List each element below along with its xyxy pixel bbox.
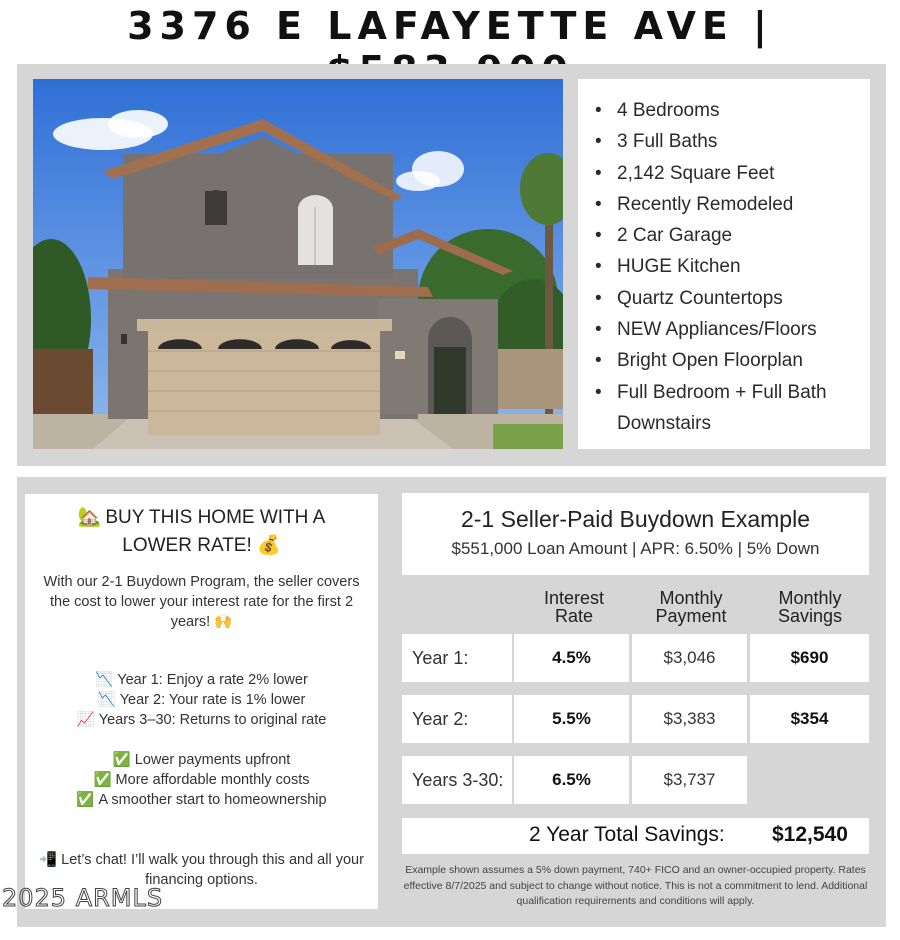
house-illustration <box>33 79 563 449</box>
promo-heading: 🏡 BUY THIS HOME WITH A LOWER RATE! 💰 <box>33 504 370 560</box>
buydown-subtitle: $551,000 Loan Amount | APR: 6.50% | 5% Down <box>451 539 820 558</box>
rate-point-icon: 📈 <box>76 712 95 728</box>
rate-point-icon: 📉 <box>95 672 114 688</box>
payment-year-2: $3,383 <box>632 695 747 743</box>
rate-point: 📉 Year 1: Enjoy a rate 2% lower <box>95 672 308 688</box>
listing-summary-panel <box>17 64 886 466</box>
feature-item: • Recently Remodeled <box>578 189 860 220</box>
promo-intro: With our 2-1 Buydown Program, the seller covers the cost to lower your interest rate for the first 2 years! 🙌 <box>43 574 360 630</box>
promo-cta: 📲 Let’s chat! I’ll walk you through this and all your financing options. <box>39 852 364 888</box>
benefit-item: ✅ Lower payments upfront <box>112 752 291 768</box>
buydown-title: 2-1 Seller-Paid Buydown Example <box>460 506 810 532</box>
rate-point: 📈 Years 3–30: Returns to original rate <box>76 712 327 728</box>
feature-item: • 4 Bedrooms <box>578 95 860 126</box>
phone-icon: 📲 <box>39 852 58 868</box>
column-header-monthly-payment: Monthly Payment <box>655 588 727 626</box>
column-header-monthly-savings: Monthly Savings <box>777 588 843 626</box>
rate-points-list <box>33 670 370 730</box>
mls-watermark: 2025 ARMLS <box>2 884 164 912</box>
savings-year-2: $354 <box>750 695 869 743</box>
rate-point-icon: 📉 <box>97 692 116 708</box>
feature-item: • NEW Appliances/Floors <box>578 314 860 345</box>
rate-point: 📉 Year 2: Your rate is 1% lower <box>97 692 306 708</box>
listing-title: 3376 E LAFAYETTE AVE | <box>127 4 773 48</box>
total-savings-value: $12,540 <box>772 823 848 846</box>
benefit-item-icon: ✅ <box>76 792 95 808</box>
rate-years-3-30: 6.5% <box>514 756 629 804</box>
disclaimer: Example shown assumes a 5% down payment, 740+ FICO and an owner-occupied property. Rates effective 8/7/2025 and subject to change without notice. This is not a commitment to lend. Additional qualification requirements and conditions will apply. <box>403 864 868 907</box>
column-header-interest-rate: Interest Rate <box>543 588 605 626</box>
total-savings-label: 2 Year Total Savings: <box>529 823 725 846</box>
feature-item: • 2 Car Garage <box>578 220 860 251</box>
feature-item: • Full Bedroom + Full Bath Downstairs <box>578 377 860 440</box>
benefits-list <box>33 750 370 810</box>
benefit-item-icon: ✅ <box>112 752 131 768</box>
financing-panel <box>17 477 886 927</box>
feature-list-card <box>578 79 870 449</box>
rate-year-2: 5.5% <box>514 695 629 743</box>
feature-list <box>578 95 860 439</box>
benefit-item: ✅ A smoother start to homeownership <box>76 792 327 808</box>
row-label-year-2: Year 2: <box>402 695 512 743</box>
feature-item: • 3 Full Baths <box>578 126 860 157</box>
total-savings-bar <box>402 818 869 854</box>
feature-item: • 2,142 Square Feet <box>578 158 860 189</box>
feature-item: • Bright Open Floorplan <box>578 345 860 376</box>
money-bag-icon: 💰 <box>257 535 281 556</box>
benefit-item-icon: ✅ <box>93 772 112 788</box>
payment-year-1: $3,046 <box>632 634 747 682</box>
benefit-item: ✅ More affordable monthly costs <box>93 772 310 788</box>
house-icon: 🏡 <box>77 507 102 528</box>
feature-item: • HUGE Kitchen <box>578 251 860 282</box>
row-label-year-1: Year 1: <box>402 634 512 682</box>
rate-year-1: 4.5% <box>514 634 629 682</box>
buydown-promo-card <box>25 494 378 909</box>
payment-years-3-30: $3,737 <box>632 756 747 804</box>
row-label-years-3-30: Years 3-30: <box>402 756 512 804</box>
feature-item: • Quartz Countertops <box>578 283 860 314</box>
savings-year-1: $690 <box>750 634 869 682</box>
house-photo <box>33 79 563 449</box>
buydown-header <box>402 493 869 575</box>
